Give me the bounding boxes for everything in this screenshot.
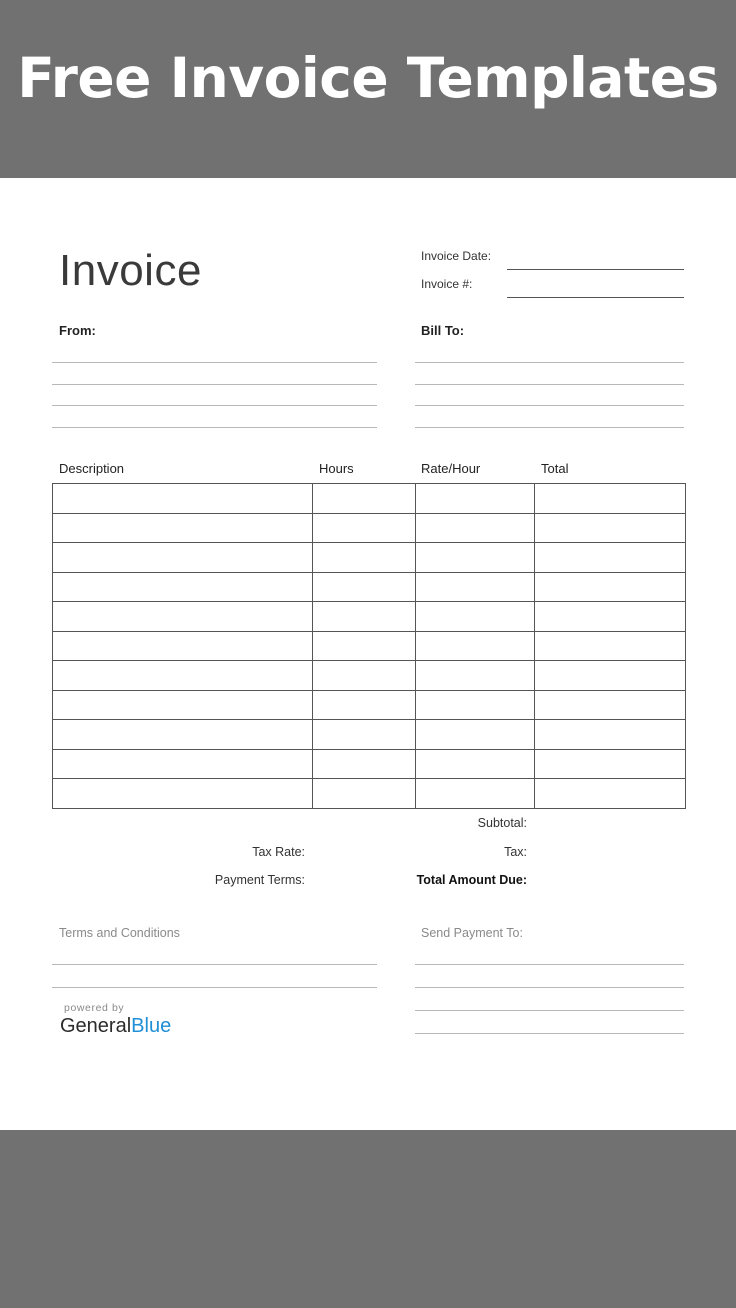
description-cell[interactable] [53,513,313,543]
total-cell[interactable] [535,661,686,691]
rate-cell[interactable] [416,720,535,750]
banner-title: Free Invoice Templates [17,46,719,110]
bill-to-line-3[interactable] [415,405,684,406]
total-cell[interactable] [535,779,686,809]
description-cell[interactable] [53,690,313,720]
hours-cell[interactable] [313,720,416,750]
send-payment-label: Send Payment To: [421,926,523,940]
hours-cell[interactable] [313,602,416,632]
hours-cell[interactable] [313,749,416,779]
hours-cell[interactable] [313,513,416,543]
bill-to-line-2[interactable] [415,384,684,385]
from-line-3[interactable] [52,405,377,406]
from-line-2[interactable] [52,384,377,385]
description-cell[interactable] [53,661,313,691]
send-payment-line-2[interactable] [415,987,684,988]
hours-cell[interactable] [313,690,416,720]
subtotal-label: Subtotal: [477,816,527,830]
top-banner [0,0,736,178]
table-row [53,720,686,750]
description-cell[interactable] [53,602,313,632]
hours-cell[interactable] [313,543,416,573]
hours-cell[interactable] [313,484,416,514]
rate-cell[interactable] [416,513,535,543]
rate-cell[interactable] [416,690,535,720]
logo-blue: Blue [131,1015,172,1037]
table-row [53,513,686,543]
description-cell[interactable] [53,543,313,573]
table-row [53,690,686,720]
col-header-hours: Hours [319,461,354,476]
total-cell[interactable] [535,749,686,779]
invoice-document [0,178,736,1130]
tax-rate-label: Tax Rate: [252,845,305,859]
hours-cell[interactable] [313,661,416,691]
invoice-number-label: Invoice #: [421,277,473,291]
invoice-title: Invoice [59,246,202,295]
rate-cell[interactable] [416,779,535,809]
send-payment-line-3[interactable] [415,1010,684,1011]
rate-cell[interactable] [416,572,535,602]
terms-line-2[interactable] [52,987,377,988]
rate-cell[interactable] [416,631,535,661]
total-cell[interactable] [535,513,686,543]
hours-cell[interactable] [313,572,416,602]
hours-cell[interactable] [313,779,416,809]
total-cell[interactable] [535,572,686,602]
rate-cell[interactable] [416,749,535,779]
description-cell[interactable] [53,749,313,779]
tax-label: Tax: [504,845,527,859]
from-label: From: [59,323,96,338]
description-cell[interactable] [53,484,313,514]
col-header-description: Description [59,461,125,476]
table-row [53,661,686,691]
total-cell[interactable] [535,602,686,632]
col-header-total: Total [541,461,569,476]
total-cell[interactable] [535,720,686,750]
powered-by-text: powered by [64,1002,125,1014]
rate-cell[interactable] [416,484,535,514]
invoice-number-field[interactable] [507,297,684,298]
description-cell[interactable] [53,572,313,602]
rate-cell[interactable] [416,661,535,691]
send-payment-line-1[interactable] [415,964,684,965]
generalblue-logo [60,1015,171,1038]
table-row [53,484,686,514]
table-row [53,602,686,632]
bill-to-line-1[interactable] [415,362,684,363]
description-cell[interactable] [53,720,313,750]
table-row [53,779,686,809]
rate-cell[interactable] [416,602,535,632]
terms-label: Terms and Conditions [59,926,180,940]
description-cell[interactable] [53,631,313,661]
send-payment-line-4[interactable] [415,1033,684,1034]
from-line-4[interactable] [52,427,377,428]
total-cell[interactable] [535,631,686,661]
payment-terms-label: Payment Terms: [214,873,305,887]
terms-line-1[interactable] [52,964,377,965]
total-cell[interactable] [535,690,686,720]
bill-to-line-4[interactable] [415,427,684,428]
invoice-date-label: Invoice Date: [421,249,492,263]
logo-general: General [60,1015,132,1037]
table-row [53,631,686,661]
total-cell[interactable] [535,484,686,514]
col-header-rate: Rate/Hour [421,461,481,476]
total-cell[interactable] [535,543,686,573]
bill-to-label: Bill To: [421,323,465,338]
table-row [53,543,686,573]
table-row [53,572,686,602]
total-due-label: Total Amount Due: [416,873,527,887]
line-items-table [52,483,686,809]
from-line-1[interactable] [52,362,377,363]
rate-cell[interactable] [416,543,535,573]
table-row [53,749,686,779]
bottom-banner [0,1130,736,1308]
description-cell[interactable] [53,779,313,809]
hours-cell[interactable] [313,631,416,661]
invoice-date-field[interactable] [507,269,684,270]
